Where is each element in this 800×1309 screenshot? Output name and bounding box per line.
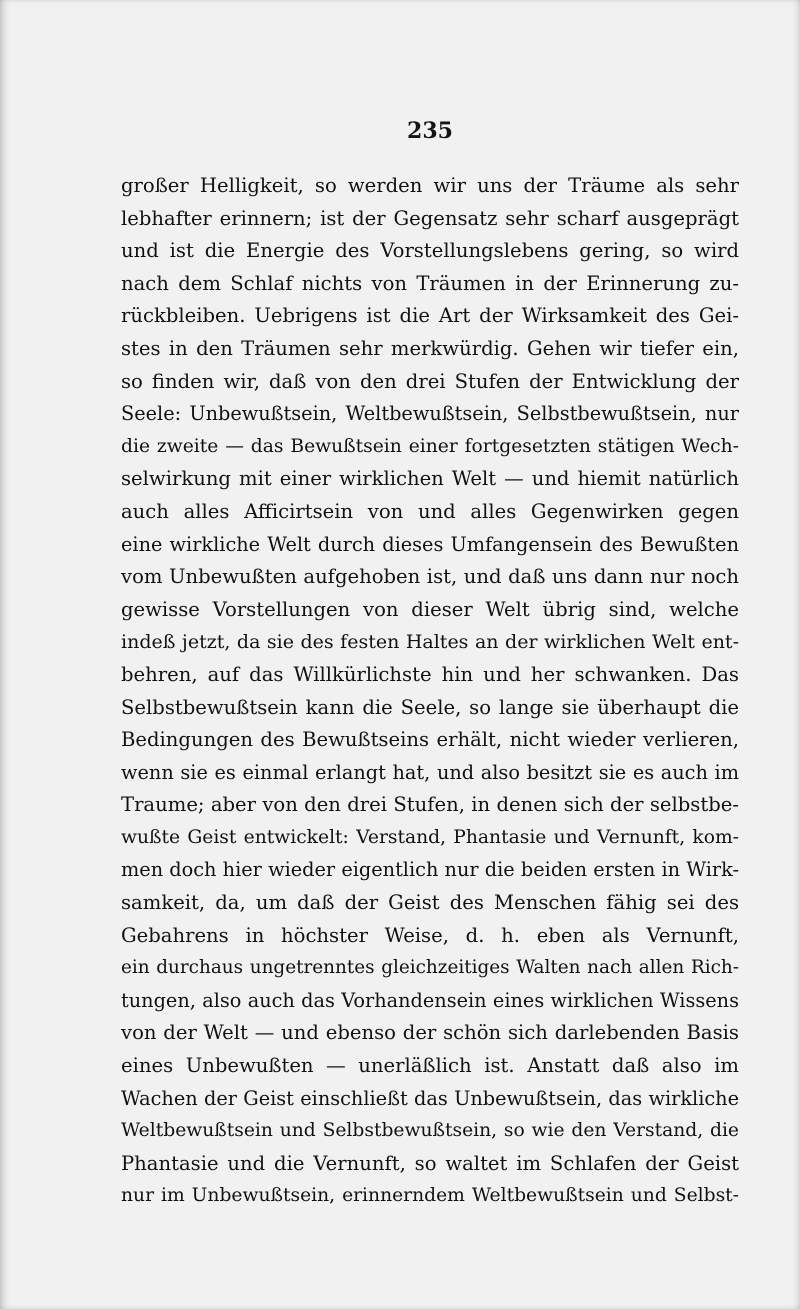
text-line: wußte Geist entwickelt: Verstand, Phantasie und Vernunft, kom- xyxy=(121,826,739,848)
text-line: lebhafter erinnern; ist der Gegensatz sehr scharf ausgeprägt xyxy=(121,206,739,230)
text-line: stes in den Träumen sehr merkwürdig. Gehen wir tiefer ein, xyxy=(121,336,739,360)
text-line: auch alles Afficirtsein von und alles Gegenwirken gegen xyxy=(121,499,739,523)
text-line: nach dem Schlaf nichts von Träumen in der Erinnerung zu- xyxy=(121,271,739,295)
text-line: vom Unbewußten aufgehoben ist, und daß uns dann nur noch xyxy=(121,565,739,589)
body-text xyxy=(121,170,739,1213)
text-line: wenn sie es einmal erlangt hat, und also besitzt sie es auch im xyxy=(121,760,739,784)
text-line: Wachen der Geist einschließt das Unbewußtsein, das wirkliche xyxy=(121,1086,739,1110)
text-line: so finden wir, daß von den drei Stufen der Entwicklung der xyxy=(121,369,739,393)
text-line: von der Welt — und ebenso der schön sich darlebenden Basis xyxy=(121,1021,739,1045)
text-line: Weltbewußtsein und Selbstbewußtsein, so wie den Verstand, die xyxy=(121,1120,739,1142)
text-line: Phantasie und die Vernunft, so waltet im Schlafen der Geist xyxy=(121,1151,739,1175)
text-line: großer Helligkeit, so werden wir uns der Träume als sehr xyxy=(121,174,739,197)
text-line: eine wirkliche Welt durch dieses Umfangensein des Bewußten xyxy=(121,532,739,556)
text-line: Selbstbewußtsein kann die Seele, so lange sie überhaupt die xyxy=(121,695,739,719)
text-line: rückbleiben. Uebrigens ist die Art der Wirksamkeit des Gei- xyxy=(121,304,739,328)
text-line: Traume; aber von den drei Stufen, in denen sich der selbstbe- xyxy=(121,793,739,817)
text-line: indeß jetzt, da sie des festen Haltes an der wirklichen Welt ent- xyxy=(121,631,739,654)
text-line: gewisse Vorstellungen von dieser Welt übrig sind, welche xyxy=(121,597,739,621)
text-line: Bedingungen des Bewußtseins erhält, nicht wieder verlieren, xyxy=(121,728,739,752)
text-line: die zweite — das Bewußtsein einer fortgesetzten stätigen Wech- xyxy=(121,435,739,457)
text-line: men doch hier wieder eigentlich nur die beiden ersten in Wirk- xyxy=(121,858,739,882)
text-line: samkeit, da, um daß der Geist des Menschen fähig sei des xyxy=(121,891,739,915)
text-line: eines Unbewußten — unerläßlich ist. Anstatt daß also im xyxy=(121,1054,739,1078)
text-line: Gebahrens in höchster Weise, d. h. eben als Vernunft, xyxy=(121,923,739,947)
text-line: tungen, also auch das Vorhandensein eines wirklichen Wissens xyxy=(121,988,739,1012)
text-line: selwirkung mit einer wirklichen Welt — und hiemit natürlich xyxy=(121,467,739,491)
text-line: ein durchaus ungetrenntes gleichzeitiges Walten nach allen Rich- xyxy=(121,957,739,979)
page-number: 235 xyxy=(407,118,453,144)
text-line: nur im Unbewußtsein, erinnerndem Weltbewußtsein und Selbst- xyxy=(121,1185,739,1207)
text-line: Seele: Unbewußtsein, Weltbewußtsein, Selbstbewußtsein, nur xyxy=(121,402,739,426)
text-line: und ist die Energie des Vorstellungslebens gering, so wird xyxy=(121,239,739,263)
text-line: behren, auf das Willkürlichste hin und her schwanken. Das xyxy=(121,662,739,686)
